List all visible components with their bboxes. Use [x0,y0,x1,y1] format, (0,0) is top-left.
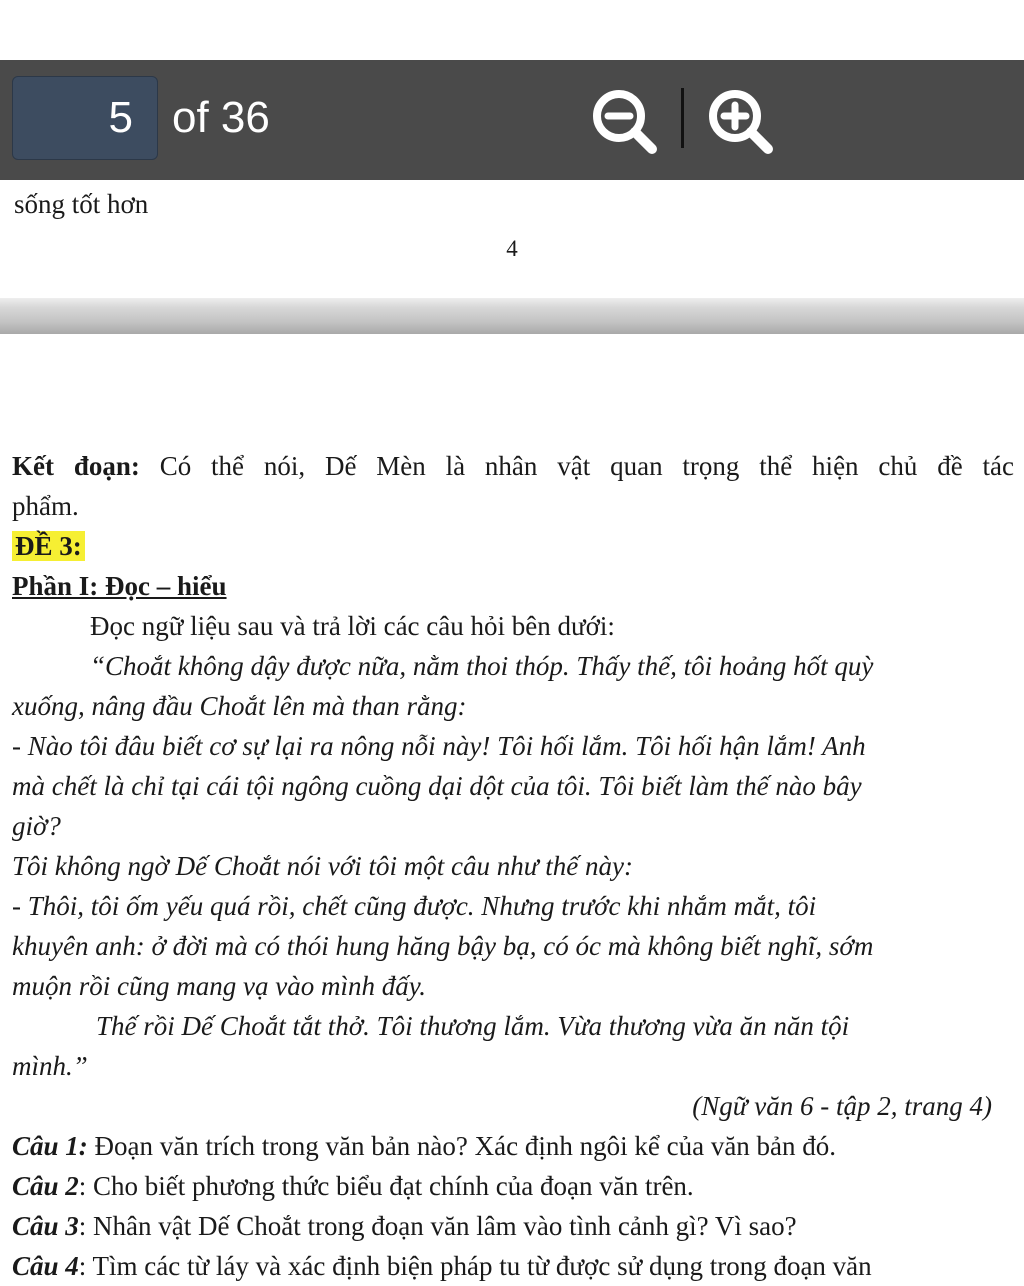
passage-line: muộn rồi cũng mang vạ vào mình đấy. [12,971,426,1001]
page-number-input[interactable]: 5 [12,76,158,160]
de-heading: ĐỀ 3: [12,531,85,561]
passage-line: khuyên anh: ở đời mà có thói hung hăng bậy bạ, có óc mà không biết nghĩ, sớm [12,931,874,961]
zoom-in-icon [704,86,776,158]
passage-line: giờ? [12,811,61,841]
question-label: Câu 3 [12,1211,79,1241]
passage-line: Tôi không ngờ Dế Choắt nói với tôi một câu như thế này: [12,851,633,881]
previous-page-bottom [0,180,1024,300]
passage-line: mình.” [12,1051,88,1081]
previous-page-tail-text: sống tốt hơn [14,189,149,219]
question-text: : Nhân vật Dế Choắt trong đoạn văn lâm vào tình cảnh gì? Vì sao? [78,1211,797,1241]
question-row [12,1166,1014,1206]
viewer-toolbar [0,60,1024,180]
page-count-label: of 36 [172,93,270,142]
question-text: : Cho biết phương thức biểu đạt chính của đoạn văn trên. [78,1171,694,1201]
question-text: Đoạn văn trích trong văn bản nào? Xác định ngôi kể của văn bản đó. [94,1131,837,1161]
ket-doan-line-1 [12,446,1014,486]
passage-line: Thế rồi Dế Choắt tắt thở. Tôi thương lắm. Vừa thương vừa ăn năn tội [96,1011,850,1041]
de-heading-row [12,526,1014,566]
zoom-in-button[interactable] [704,86,776,158]
zoom-divider [681,88,684,148]
top-blank-strip [0,0,1024,60]
passage-line: mà chết là chỉ tại cái tội ngông cuồng dại dột của tôi. Tôi biết làm thế nào bây [12,771,862,801]
question-label: Câu 1: [12,1131,88,1161]
question-label: Câu 4 [12,1251,79,1281]
part-heading: Phần I: Đọc – hiểu [12,571,227,601]
page-number-footer: 4 [506,236,518,261]
question-row [12,1126,1014,1166]
question-text: : Tìm các từ láy và xác định biện pháp tu từ được sử dụng trong đoạn văn [78,1251,872,1281]
passage-line: “Choắt không dậy được nữa, nằm thoi thóp. Thấy thế, tôi hoảng hốt quỳ [90,651,874,681]
page-body [12,446,1014,1286]
page-separator [0,298,1024,334]
part-heading-row [12,566,1014,606]
instruction-text: Đọc ngữ liệu sau và trả lời các câu hỏi bên dưới: [90,611,615,641]
passage-line: - Thôi, tôi ốm yếu quá rồi, chết cũng được. Nhưng trước khi nhắm mắt, tôi [12,891,817,921]
ket-doan-label: Kết đoạn: [12,451,140,481]
document-page [0,334,1024,1280]
question-label: Câu 2 [12,1171,79,1201]
ket-doan-text: Có thể nói, Dế Mèn là nhân vật quan trọng thể hiện chủ đề tác [159,451,1015,481]
zoom-out-button[interactable] [588,86,660,158]
passage-line: xuống, nâng đầu Choắt lên mà than rằng: [12,691,467,721]
passage-line: - Nào tôi đâu biết cơ sự lại ra nông nỗi này! Tôi hối lắm. Tôi hối hận lắm! Anh [12,731,866,761]
question-row [12,1246,1014,1286]
question-row [12,1206,1014,1246]
zoom-out-icon [588,86,660,158]
source-citation: (Ngữ văn 6 - tập 2, trang 4) [692,1091,992,1121]
ket-doan-line-2: phẩm. [12,491,79,521]
